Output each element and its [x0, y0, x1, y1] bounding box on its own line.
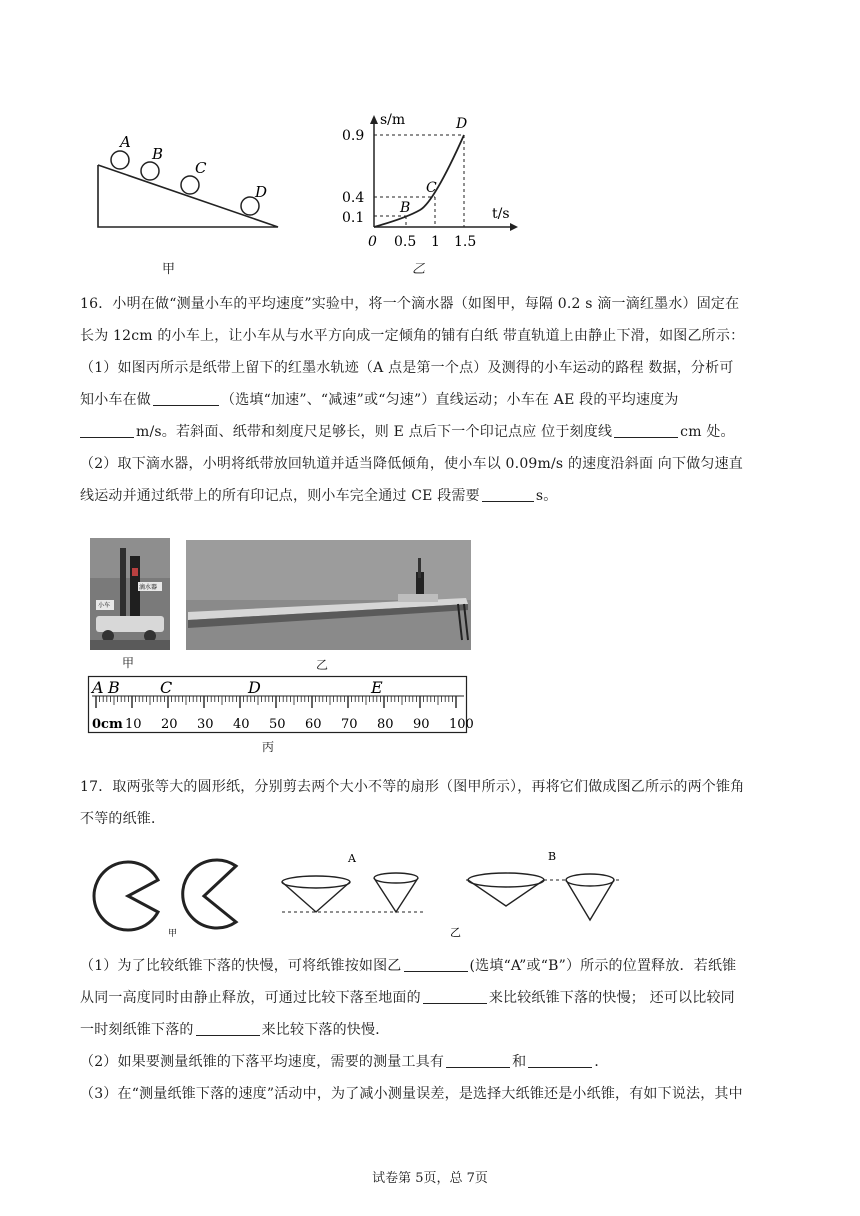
- incline-caption: 甲: [162, 262, 176, 277]
- q17-p1-line-2a: 从同一高度同时由静止释放，可通过比较下落至地面的: [80, 990, 421, 1006]
- q16-line-5b: cm 处。: [680, 424, 735, 440]
- q17-p2b: 和: [512, 1054, 527, 1070]
- q17-p1-line-3b: 来比较下落的快慢．: [261, 1022, 390, 1038]
- graph-y-label: s/m: [380, 112, 406, 128]
- incline-label-a: A: [120, 133, 131, 151]
- question-16: [80, 288, 785, 512]
- answer-blank-position-ab[interactable]: [404, 955, 468, 972]
- ruler-number: 80: [377, 717, 394, 732]
- ruler-figure: [88, 676, 474, 736]
- ruler-number: 100: [449, 717, 474, 732]
- ball-a: [111, 151, 129, 169]
- q16-line-1: 16．小明在做“测量小车的平均速度”实验中，将一个滴水器（如图甲，每隔 0.2 s 滴一滴红墨水）固定在: [80, 296, 740, 312]
- graph-point-d: D: [456, 116, 468, 132]
- q16-line-5a: m/s。若斜面、纸带和刻度尺足够长，则 E 点后下一个印记点应 位于刻度线: [136, 424, 613, 440]
- graph-x-label: t/s: [492, 206, 510, 222]
- q17-line-1: 17．取两张等大的圆形纸，分别剪去两个大小不等的扇形（图甲所示），再将它们做成图乙所示的两个锥角: [80, 779, 745, 795]
- q16-line-4a: 知小车在做: [80, 392, 151, 408]
- ruler-point-d: D: [248, 678, 261, 697]
- photo-left-caption: 甲: [122, 656, 135, 670]
- question-17-parts: [80, 950, 785, 1110]
- ruler-number: 0cm: [92, 717, 123, 732]
- ruler-number: 20: [161, 717, 178, 732]
- q16-line-7b: s。: [535, 488, 558, 504]
- graph-xtick-1: 1: [431, 234, 440, 250]
- cones-caption-yi: 乙: [450, 926, 461, 939]
- question-17: [80, 771, 785, 835]
- photo-track: [186, 540, 471, 650]
- q17-p1-line-1a: （1）为了比较纸锥下落的快慢，可将纸锥按如图乙: [80, 958, 402, 974]
- cones-figure: [86, 840, 626, 940]
- answer-blank-motion[interactable]: [153, 389, 219, 406]
- answer-blank-compare-time[interactable]: [423, 987, 487, 1004]
- answer-blank-tool-1[interactable]: [446, 1051, 510, 1068]
- photo-right-caption: 乙: [316, 658, 329, 672]
- cones-caption-jia: 甲: [168, 929, 178, 939]
- ruler-number: 70: [341, 717, 358, 732]
- graph-xtick-2: 1.5: [454, 234, 477, 250]
- q16-line-7: [80, 480, 785, 512]
- incline-figure: [90, 135, 290, 235]
- graph-ytick-1: 0.4: [342, 190, 365, 206]
- ruler-number: 30: [197, 717, 214, 732]
- graph-xtick-0: 0.5: [394, 234, 417, 250]
- q17-p2a: （2）如果要测量纸锥的下落平均速度，需要的测量工具有: [80, 1054, 445, 1070]
- q16-line-7a: 线运动并通过纸带上的所有印记点，则小车完全通过 CE 段需要: [80, 488, 480, 504]
- photo-tag-dripper: 滴水器: [139, 584, 158, 591]
- q17-p1-line-2: [80, 982, 785, 1014]
- answer-blank-compare-distance[interactable]: [196, 1019, 260, 1036]
- incline-label-d: D: [255, 183, 268, 201]
- answer-blank-speed[interactable]: [80, 421, 134, 438]
- q16-line-4b: （选填“加速”、“减速”或“匀速”）直线运动；小车在 AE 段的平均速度为: [221, 392, 679, 408]
- page-footer: 试卷第 5页，总 7页: [372, 1171, 488, 1186]
- cones-label-a: A: [348, 852, 356, 865]
- ruler-point-c: C: [160, 678, 173, 697]
- photo-dripper: [90, 538, 170, 650]
- answer-blank-position[interactable]: [614, 421, 678, 438]
- photo-tag-car: 小车: [98, 602, 111, 609]
- ruler-point-b: B: [108, 678, 120, 697]
- answer-blank-time[interactable]: [482, 485, 534, 502]
- ruler-point-e: E: [371, 678, 383, 697]
- q17-p2: [80, 1046, 785, 1078]
- incline-label-c: C: [195, 159, 207, 177]
- q16-line-2: 长为 12cm 的小车上，让小车从与水平方向成一定倾角的铺有白纸 带直轨道上由静止下滑，如图乙所示：: [80, 328, 745, 344]
- ruler-number: 40: [233, 717, 250, 732]
- q17-p1-line-2b: 来比较纸锥下落的快慢； 还可以比较同: [488, 990, 735, 1006]
- ruler-point-a: A: [92, 678, 104, 697]
- q17-p2c: ．: [594, 1054, 609, 1070]
- graph-ytick-0: 0.9: [342, 128, 365, 144]
- q16-line-6: （2）取下滴水器，小明将纸带放回轨道并适当降低倾角，使小车以 0.09m/s 的速度沿斜面 向下做匀速直: [80, 456, 744, 472]
- q17-line-2: 不等的纸锥．: [80, 811, 166, 827]
- answer-blank-tool-2[interactable]: [528, 1051, 592, 1068]
- ruler-number: 10: [125, 717, 142, 732]
- q17-p1-line-1b: (选填“A”或“B”）所示的位置释放．若纸锥: [469, 958, 737, 974]
- graph-origin: 0: [368, 234, 377, 250]
- incline-label-b: B: [152, 145, 164, 163]
- cones-label-b: B: [548, 850, 557, 863]
- ruler-number: 50: [269, 717, 286, 732]
- ruler-number: 90: [413, 717, 430, 732]
- graph-caption: 乙: [412, 262, 426, 277]
- q17-p1-line-1: [80, 950, 785, 982]
- q16-line-3: （1）如图丙所示是纸带上留下的红墨水轨迹（A 点是第一个点）及测得的小车运动的路程 数据，分析可: [80, 360, 734, 376]
- ruler-number: 60: [305, 717, 322, 732]
- graph-ytick-2: 0.1: [342, 210, 365, 226]
- ball-b: [141, 162, 159, 180]
- ruler-caption: 丙: [262, 740, 275, 754]
- q16-line-4: [80, 384, 785, 416]
- q17-p1-line-3: [80, 1014, 785, 1046]
- st-graph: [340, 110, 520, 250]
- paper-circle-2: [183, 860, 236, 928]
- graph-point-c: C: [426, 180, 437, 196]
- q17-p3: （3）在“测量纸锥下落的速度”活动中，为了减小测量误差，是选择大纸锥还是小纸锥，有如下说法，其中: [80, 1086, 743, 1102]
- q16-line-5: [80, 416, 785, 448]
- paper-circle-1: [94, 862, 158, 930]
- ball-c: [181, 176, 199, 194]
- graph-point-b: B: [400, 200, 411, 216]
- q17-p1-line-3a: 一时刻纸锥下落的: [80, 1022, 194, 1038]
